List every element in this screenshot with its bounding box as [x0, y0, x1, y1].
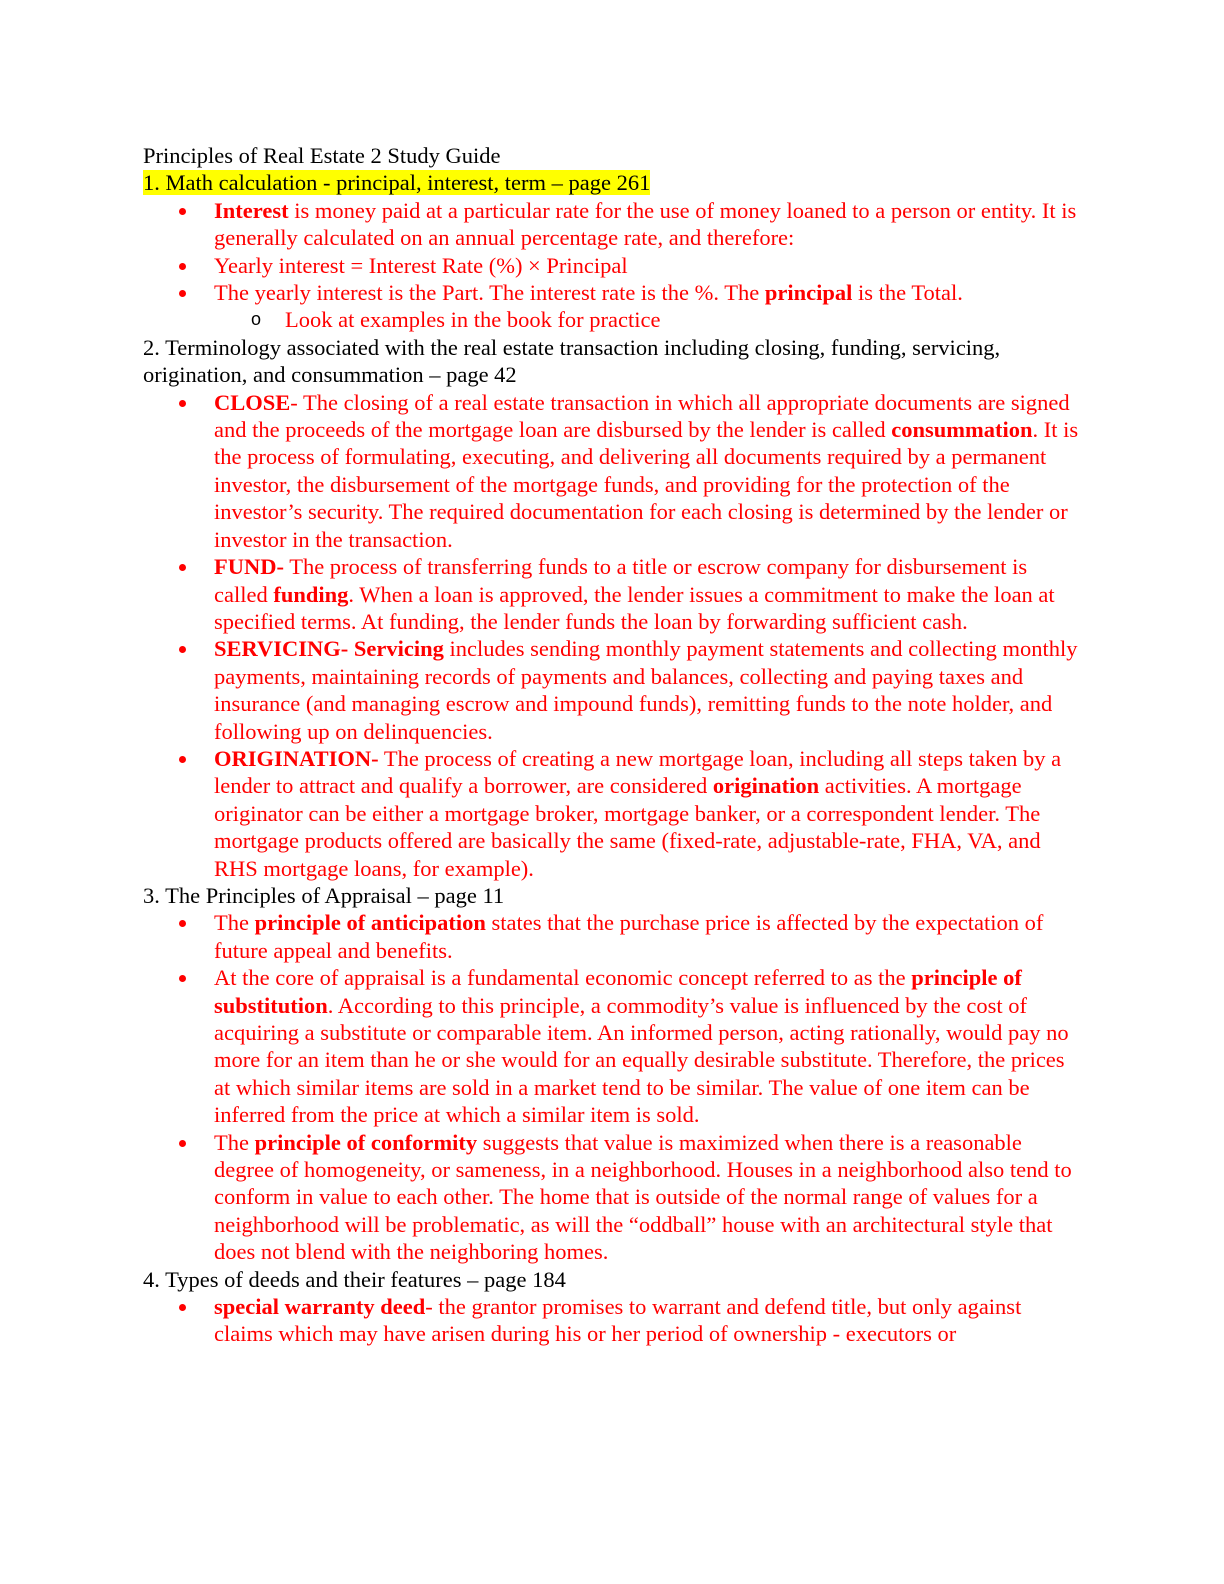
section-1-list	[143, 197, 1083, 307]
text-run: - The closing of a real estate transaction in which all appropriate documents are signed and the proceeds of the mortgage loan are disbursed by the lender is called	[214, 389, 1070, 443]
term: principal	[764, 280, 853, 306]
text-run: activities. A mortgage originator can be either a mortgage broker, mortgage banker, or a correspondent lender. The mortgage products offered are basically the same (fixed-rate, adjustable-rate, FHA, VA, and RHS mortgage loans, for example).	[214, 773, 1041, 881]
text-run: states that the purchase price is affected by the expectation of future appeal and benefits.	[214, 910, 1044, 963]
heading-text: 2. Terminology associated with the real estate transaction including closing, funding, servicing, origination, and consummation – page 42	[143, 334, 1001, 388]
definition: is money paid at a particular rate for the use of money loaned to a person or entity. It is generally calculated on an annual percentage rate, and therefore:	[214, 197, 1077, 251]
term: ORIGINATION-	[214, 745, 379, 771]
list-item	[143, 964, 1083, 1128]
bullet-icon	[179, 208, 186, 215]
term: principle of conformity	[254, 1129, 478, 1155]
bullet-icon	[179, 975, 186, 982]
list-item	[143, 909, 1083, 964]
sub-list-item	[143, 306, 1083, 333]
bullet-icon	[179, 920, 186, 927]
section-4-heading: 4. Types of deeds and their features – page 184	[143, 1266, 566, 1292]
section-1-sublist	[143, 306, 1083, 333]
list-item	[143, 197, 1083, 252]
term: principle of anticipation	[254, 910, 486, 936]
bullet-icon	[179, 756, 186, 763]
term: origination	[712, 773, 820, 799]
section-1-heading	[143, 169, 1083, 196]
term: FUND-	[214, 554, 284, 580]
list-item-origination	[143, 745, 1083, 882]
bullet-icon	[179, 646, 186, 653]
list-item	[143, 1129, 1083, 1266]
section-4-list	[143, 1293, 1083, 1348]
text-run: The	[214, 910, 255, 936]
section-3-heading: 3. The Principles of Appraisal – page 11	[143, 882, 505, 908]
text-run: includes sending monthly payment statements and collecting monthly payments, maintaining records of payments and balances, collecting and paying taxes and insurance (and managing escrow and impound funds), remitting funds to the note holder, and following up on delinquencies.	[214, 636, 1078, 744]
bullet-icon	[179, 564, 186, 571]
bullet-icon	[179, 1304, 186, 1311]
section-2-heading	[143, 334, 1083, 389]
bullet-icon	[179, 1140, 186, 1147]
list-item-servicing	[143, 635, 1083, 745]
text-run: The process of transferring funds to a title or escrow company for disbursement is called	[214, 554, 1028, 607]
text-run: suggests that value is maximized when there is a reasonable degree of homogeneity, or sameness, in a neighborhood. Houses in a neighborhood also tend to conform in value to each other. The home that is outside of the normal range of values for a neighborhood will be problematic, as will the “oddball” house with an architectural style that does not blend with the neighboring homes.	[214, 1129, 1072, 1265]
text-run: - the grantor promises to warrant and defend title, but only against claims which may have arisen during his or her period of ownership - executors or	[214, 1294, 1022, 1347]
term: special warranty deed	[214, 1294, 426, 1320]
text-run: The process of creating a new mortgage loan, including all steps taken by a lender to attract and qualify a borrower, are considered	[214, 745, 1062, 799]
text-run: . It is the process of formulating, executing, and delivering all documents required by a permanent investor, the disbursement of the mortgage funds, and providing for the protection of the investor’s security. The required documentation for each closing is determined by the lender or investor in the transaction.	[214, 417, 1079, 552]
text-run: The	[214, 1129, 255, 1155]
highlighted-heading: 1. Math calculation - principal, interest, term – page 261	[143, 170, 651, 196]
bullet-icon	[179, 290, 186, 297]
term: consummation	[891, 417, 1033, 443]
list-item-close	[143, 389, 1083, 553]
term: Interest	[214, 197, 289, 223]
term: principle of substitution	[214, 965, 1022, 1018]
list-item-fund	[143, 553, 1083, 635]
document-title: Principles of Real Estate 2 Study Guide	[143, 143, 501, 168]
text-run: is the Total.	[852, 280, 963, 306]
list-item	[143, 279, 1083, 306]
term: CLOSE	[214, 389, 291, 415]
bullet-icon	[179, 263, 186, 270]
sub-item-text: Look at examples in the book for practice	[285, 307, 661, 333]
list-item	[143, 1293, 1083, 1348]
text-run: The yearly interest is the Part. The interest rate is the %. The	[214, 280, 765, 306]
circle-bullet-icon: o	[251, 309, 262, 330]
section-3-list	[143, 909, 1083, 1265]
section-2-list	[143, 389, 1083, 882]
term: SERVICING- Servicing	[214, 636, 444, 662]
list-item	[143, 252, 1083, 279]
text-run: . According to this principle, a commodity’s value is influenced by the cost of acquiring a substitute or comparable item. An informed person, acting rationally, would pay no more for an item than he or she would for an equally desirable substitute. Therefore, the prices at which similar items are sold in a market tend to be similar. The value of one item can be inferred from the price at which a similar item is sold.	[214, 992, 1069, 1128]
text-run: At the core of appraisal is a fundamental economic concept referred to as the	[214, 965, 912, 991]
document-body	[143, 142, 1083, 1348]
bullet-icon	[179, 400, 186, 407]
term: funding	[273, 581, 349, 607]
formula: Yearly interest = Interest Rate (%) × Principal	[214, 252, 628, 278]
text-run: . When a loan is approved, the lender issues a commitment to make the loan at specified terms. At funding, the lender funds the loan by forwarding sufficient cash.	[214, 581, 1055, 634]
